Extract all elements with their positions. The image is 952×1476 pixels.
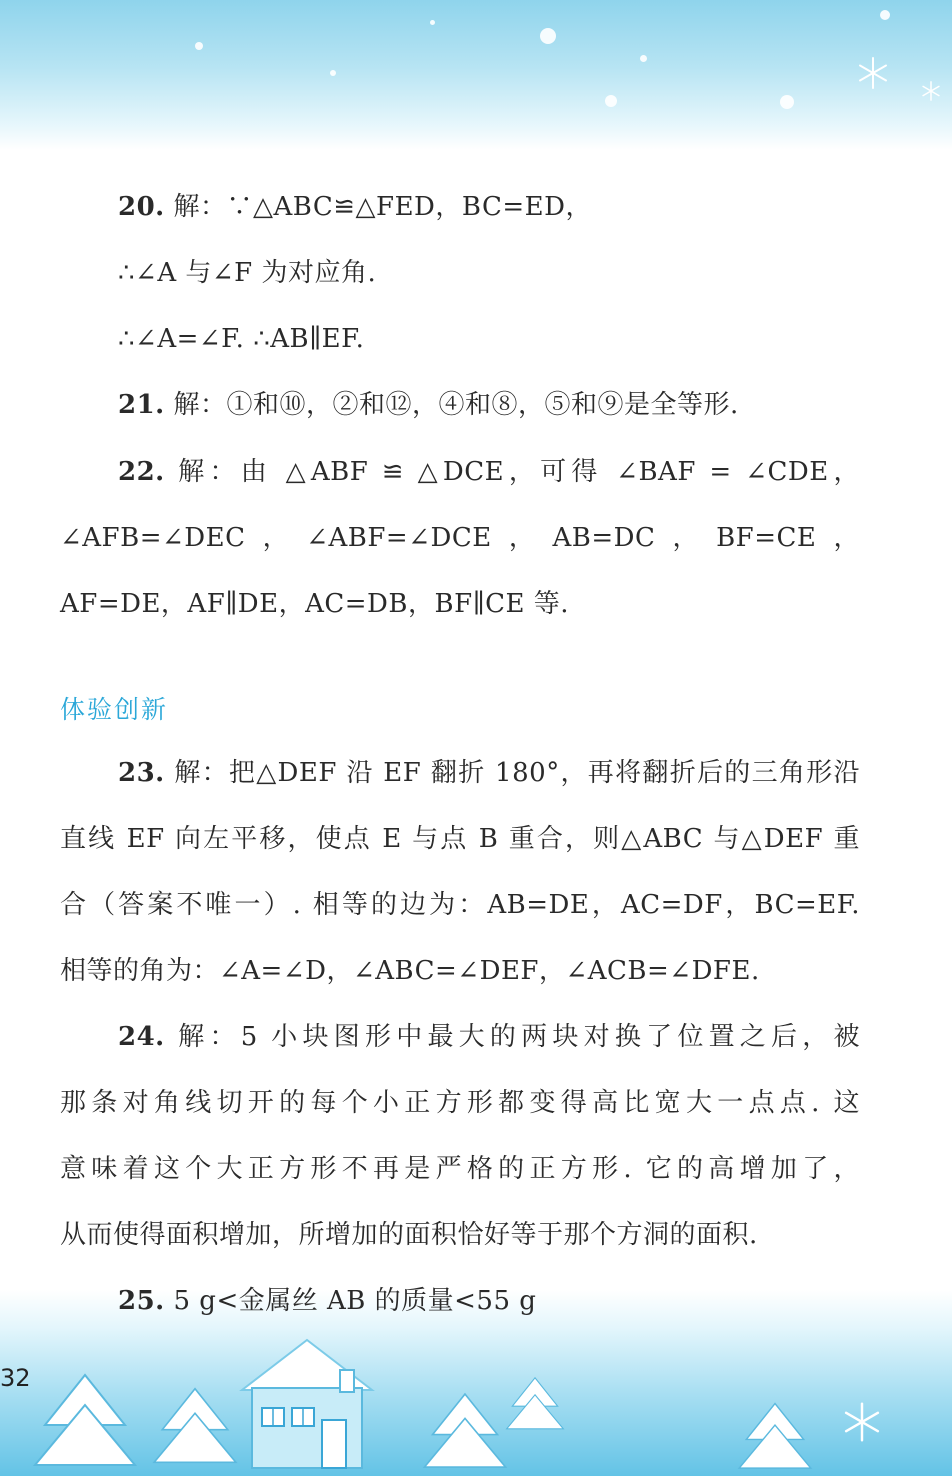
answer-23-line-3: 合（答案不唯一）. 相等的边为：AB=DE，AC=DF，BC=EF.	[60, 890, 860, 920]
question-number: 25.	[118, 1286, 165, 1316]
section-title: 体验创新	[60, 695, 169, 724]
answer-text: 解：∵△ABC≌△FED，BC=ED，	[173, 192, 592, 222]
answer-24-line-2: 那条对角线切开的每个小正方形都变得高比宽大一点点. 这	[60, 1088, 860, 1118]
answer-22-line-2: ∠AFB=∠DEC，∠ABF=∠DCE，AB=DC，BF=CE，	[60, 523, 860, 553]
answer-20-line-1	[118, 190, 860, 224]
answer-25-line-1	[118, 1284, 860, 1318]
answer-20-line-3: ∴∠A=∠F. ∴AB∥EF.	[118, 324, 365, 354]
snow-dot	[640, 55, 647, 62]
question-number: 22.	[118, 457, 165, 487]
snow-dot	[330, 70, 336, 76]
answer-text: 解：5 小块图形中最大的两块对换了位置之后，被	[178, 1022, 861, 1052]
answer-24-line-4: 从而使得面积增加，所增加的面积恰好等于那个方洞的面积.	[60, 1220, 758, 1250]
snow-tree-illustration	[150, 1380, 240, 1476]
snow-tree-illustration	[495, 1375, 575, 1435]
question-number: 23.	[118, 758, 165, 788]
snow-dot	[195, 42, 203, 50]
question-number: 20.	[118, 192, 165, 222]
answer-24-line-3: 意味着这个大正方形不再是严格的正方形. 它的高增加了，	[60, 1154, 860, 1184]
answer-text: 解：①和⑩，②和⑫，④和⑧，⑤和⑨是全等形.	[173, 390, 739, 420]
answer-22-line-3: AF=DE，AF∥DE，AC=DB，BF∥CE 等.	[60, 589, 570, 619]
snowflake-icon	[855, 55, 891, 91]
snow-tree-illustration	[30, 1370, 140, 1476]
answer-text: 5 g<金属丝 AB 的质量<55 g	[173, 1286, 537, 1316]
answer-20-line-2: ∴∠A 与∠F 为对应角.	[118, 258, 377, 288]
snow-dot	[540, 28, 556, 44]
top-decoration-band	[0, 0, 952, 150]
answer-text: 解：把△DEF 沿 EF 翻折 180°，再将翻折后的三角形沿	[174, 758, 860, 788]
snowflake-icon	[920, 80, 942, 102]
answer-21-line-1	[118, 388, 860, 422]
snow-dot	[880, 10, 890, 20]
answer-text: 解：由 △ABF ≌ △DCE，可得 ∠BAF = ∠CDE，	[178, 457, 860, 487]
snow-dot	[780, 95, 794, 109]
house-illustration	[222, 1330, 392, 1470]
answer-23-line-2: 直线 EF 向左平移，使点 E 与点 B 重合，则△ABC 与△DEF 重	[60, 824, 860, 854]
answer-23-line-4: 相等的角为：∠A=∠D，∠ABC=∠DEF，∠ACB=∠DFE.	[60, 956, 760, 986]
question-number: 21.	[118, 390, 165, 420]
snow-dot	[605, 95, 617, 107]
answer-24-line-1	[118, 1020, 860, 1054]
answer-22-line-1	[118, 455, 860, 489]
answer-23-line-1	[118, 756, 860, 790]
snow-dot	[430, 20, 435, 25]
question-number: 24.	[118, 1022, 165, 1052]
snowflake-icon	[840, 1400, 884, 1444]
snow-tree-illustration	[730, 1400, 820, 1476]
page-number: 32	[0, 1364, 31, 1392]
